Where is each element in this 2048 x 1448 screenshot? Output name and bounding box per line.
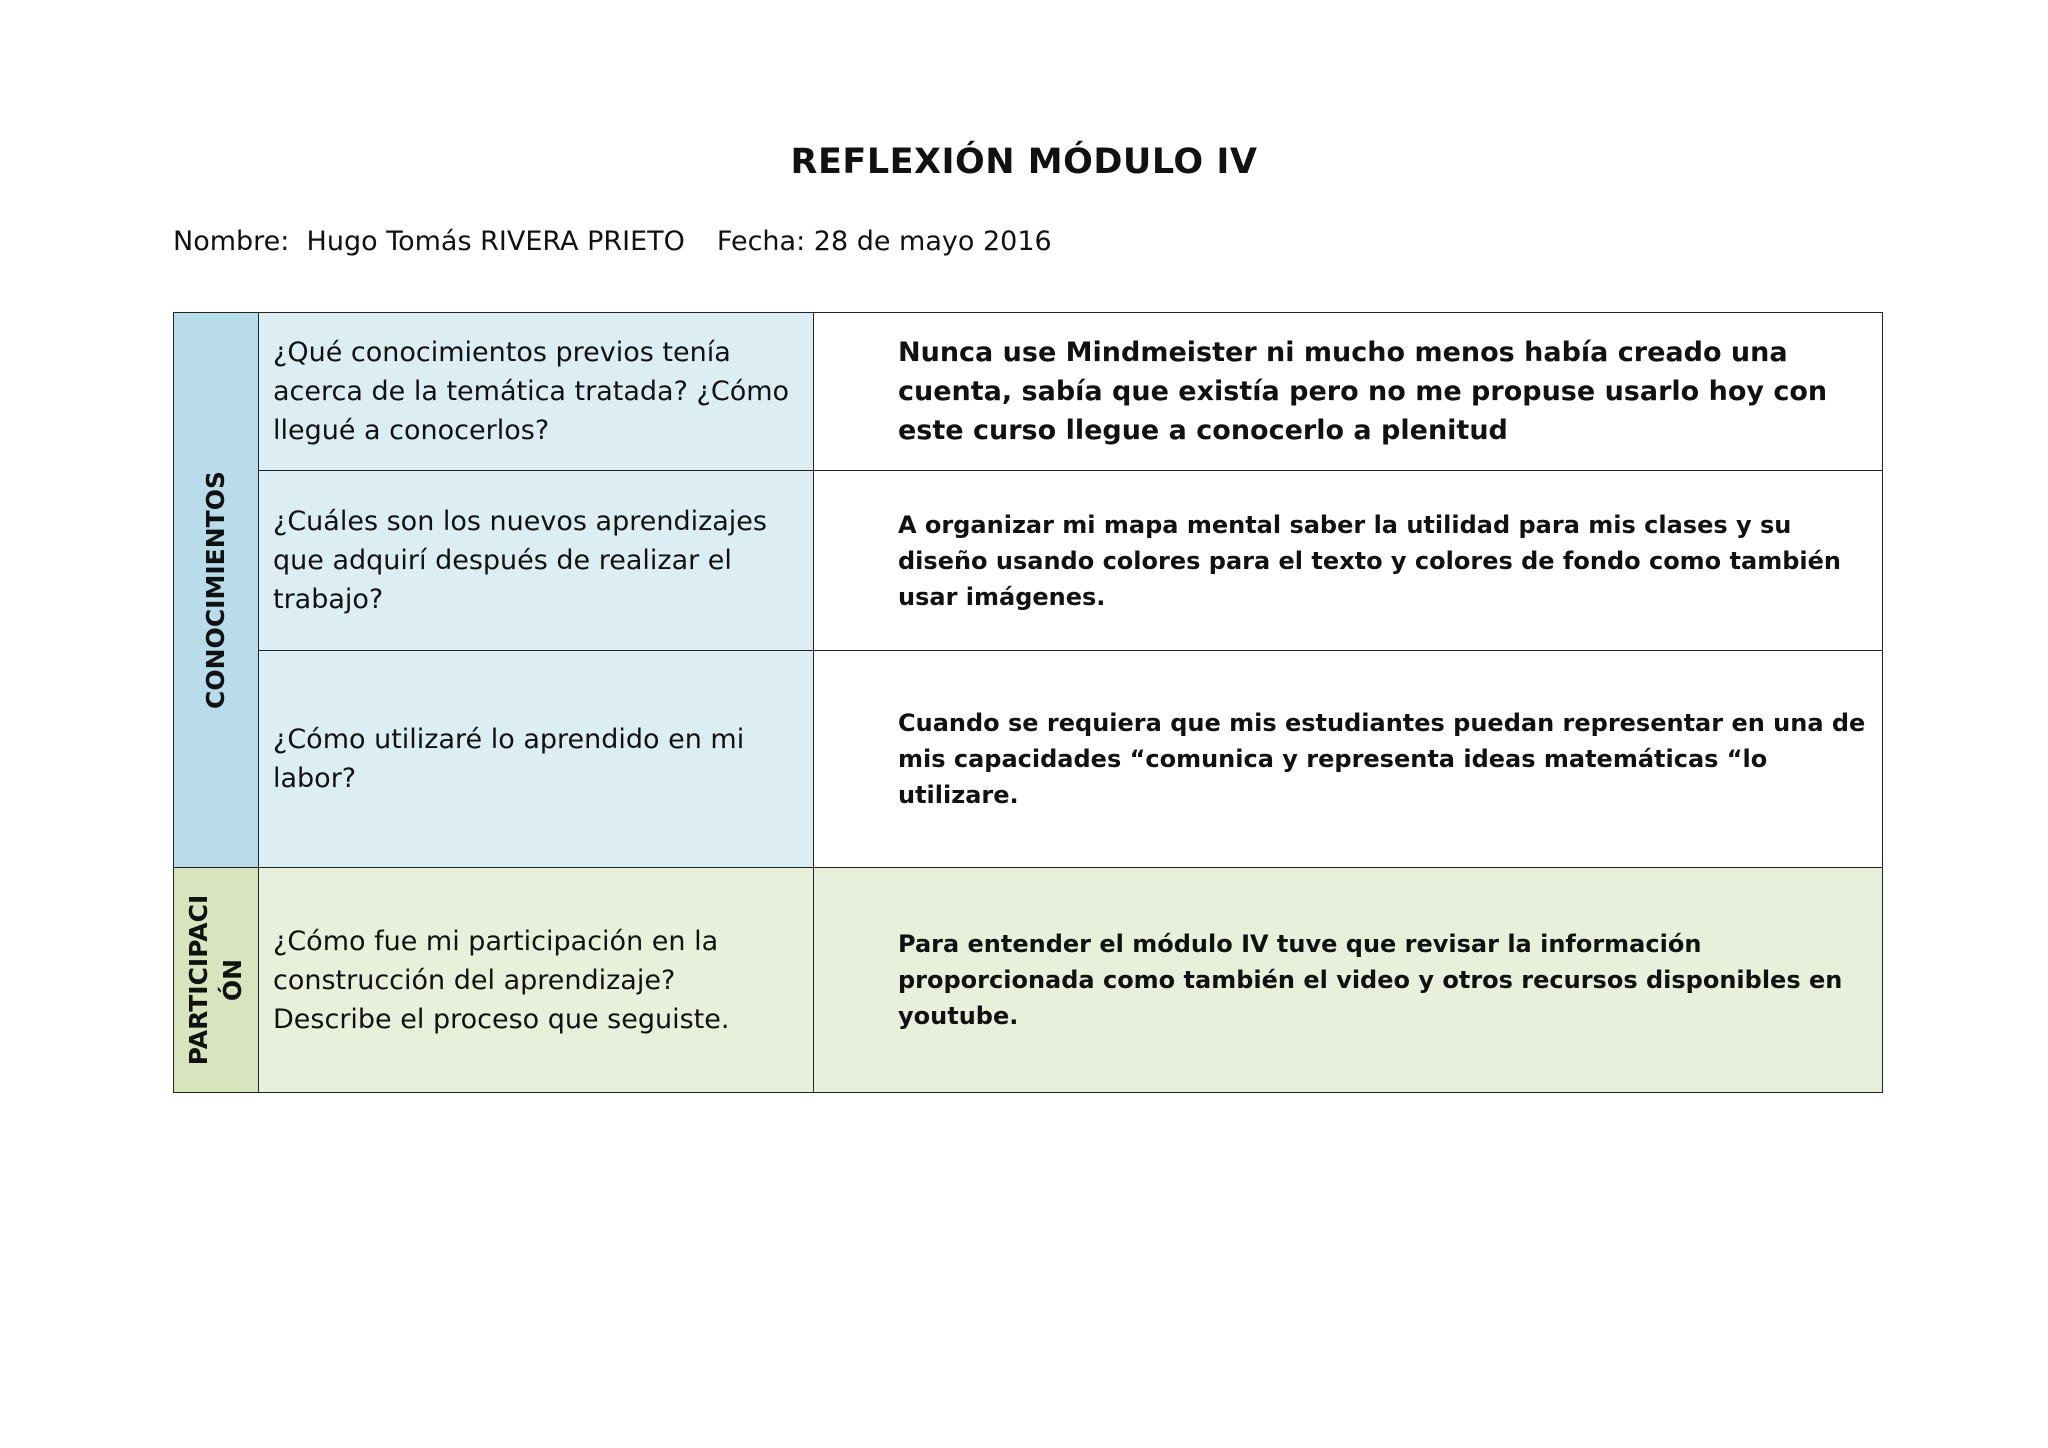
table-row <box>174 651 1883 868</box>
category-conocimientos <box>174 313 259 868</box>
question-text: ¿Cómo utilizaré lo aprendido en mi labor? <box>273 724 745 794</box>
date-label: Fecha: <box>716 226 806 257</box>
question-cell <box>259 868 814 1093</box>
reflection-table <box>173 312 1883 1093</box>
table-row <box>174 313 1883 471</box>
question-cell <box>259 471 814 651</box>
answer-text: Para entender el módulo IV tuve que revisar la información proporcionada como también el video y otros recursos disponibles en youtube. <box>898 930 1843 1030</box>
answer-cell <box>814 868 1883 1093</box>
question-cell <box>259 651 814 868</box>
table-row <box>174 471 1883 651</box>
name-value: Hugo Tomás RIVERA PRIETO <box>306 226 685 257</box>
answer-text: A organizar mi mapa mental saber la utilidad para mis clases y su diseño usando colores para el texto y colores de fondo como también usar imágenes. <box>898 510 1841 611</box>
header-line <box>173 226 1052 257</box>
category-label: PARTICIPACI ÓN <box>184 894 247 1066</box>
answer-text: Nunca use Mindmeister ni mucho menos había creado una cuenta, sabía que existía pero no me propuse usarlo hoy con este curso llegue a conocerlo a plenitud <box>898 337 1828 446</box>
name-label: Nombre: <box>173 226 290 257</box>
category-participacion <box>174 868 259 1093</box>
answer-cell <box>814 313 1883 471</box>
question-text: ¿Cuáles son los nuevos aprendizajes que adquirí después de realizar el trabajo? <box>273 506 767 615</box>
answer-cell <box>814 471 1883 651</box>
answer-text: Cuando se requiera que mis estudiantes puedan representar en una de mis capacidades “comunica y representa ideas matemáticas “lo utilizare. <box>898 709 1866 809</box>
question-text: ¿Qué conocimientos previos tenía acerca de la temática tratada? ¿Cómo llegué a conocerlos? <box>273 337 790 446</box>
question-text: ¿Cómo fue mi participación en la construcción del aprendizaje? Describe el proceso que seguiste. <box>273 925 730 1035</box>
answer-cell <box>814 651 1883 868</box>
category-label: CONOCIMIENTOS <box>201 471 230 709</box>
table-row <box>174 868 1883 1093</box>
date-value: 28 de mayo 2016 <box>813 226 1052 257</box>
document-title: REFLEXIÓN MÓDULO IV <box>790 142 1258 182</box>
question-cell <box>259 313 814 471</box>
